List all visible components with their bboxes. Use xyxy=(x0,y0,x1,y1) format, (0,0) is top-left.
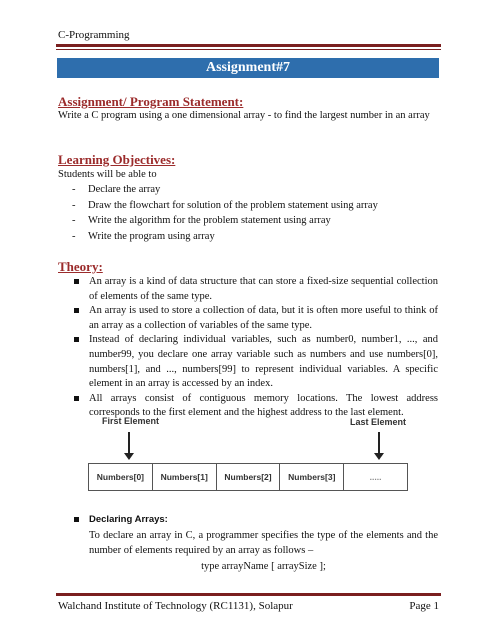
assignment-text: Write a C program using a one dimensional array - to find the largest number in an array xyxy=(58,110,430,121)
objective-item: - Draw the flowchart for solution of the problem statement using array xyxy=(72,198,378,214)
theory-item-text: All arrays consist of contiguous memory locations. The lowest address corresponds to the first element and the highest address to the last element. xyxy=(89,392,438,419)
array-cell: Numbers[3] xyxy=(280,464,344,490)
last-element-label: Last Element xyxy=(350,417,407,427)
declaring-code: type arrayName [ arraySize ]; xyxy=(201,560,326,572)
declaring-title: Declaring Arrays: xyxy=(89,514,168,525)
declaring-text: To declare an array in C, a programmer specifies the type of the elements and the number of elements required by an array as follows – xyxy=(89,529,438,556)
theory-item xyxy=(74,333,438,391)
footer-institute: Walchand Institute of Technology (RC1131), Solapur xyxy=(58,600,293,612)
header-title: C-Programming xyxy=(58,29,130,41)
header-rule-thin xyxy=(56,49,441,50)
array-diagram xyxy=(88,416,408,498)
assignment-banner: Assignment#7 xyxy=(57,58,439,78)
arrow-down-icon xyxy=(124,453,134,460)
first-element-label: First Element xyxy=(102,416,160,426)
bullet-square-icon xyxy=(74,308,79,313)
footer-page-number: Page 1 xyxy=(409,600,439,612)
footer-rule xyxy=(56,593,441,596)
array-cells xyxy=(88,463,408,491)
objectives-intro: Students will be able to xyxy=(58,169,157,180)
theory-item xyxy=(74,275,438,304)
array-cell: Numbers[1] xyxy=(153,464,217,490)
array-cell: Numbers[2] xyxy=(217,464,281,490)
array-cell: ..... xyxy=(369,472,382,482)
theory-list xyxy=(74,275,438,421)
objective-item: - Write the program using array xyxy=(72,229,378,245)
theory-item xyxy=(74,304,438,333)
objectives-list xyxy=(72,182,378,244)
theory-heading: Theory: xyxy=(58,259,103,274)
declaring-arrays-section xyxy=(74,512,438,574)
last-arrow-shaft xyxy=(378,432,380,454)
objectives-heading: Learning Objectives: xyxy=(58,152,176,167)
objective-item: - Declare the array xyxy=(72,182,378,198)
bullet-square-icon xyxy=(74,396,79,401)
header-rule-thick xyxy=(56,44,441,47)
objective-item: - Write the algorithm for the problem statement using array xyxy=(72,213,378,229)
bullet-square-icon xyxy=(74,517,79,522)
first-arrow-shaft xyxy=(128,432,130,454)
theory-item-text: Instead of declaring individual variables, such as number0, number1, ..., and number99, you declare one array variable such as numbers and use numbers[0], numbers[1], and ..., numbers[99] to represent individual variables. A specific element in an array is accessed by an index. xyxy=(89,334,438,390)
bullet-square-icon xyxy=(74,337,79,342)
arrow-down-icon xyxy=(374,453,384,460)
array-cell: Numbers[0] xyxy=(89,464,153,490)
theory-item-text: An array is a kind of data structure that can store a fixed-size sequential collection of elements of the same type. xyxy=(89,276,438,302)
theory-item-text: An array is used to store a collection of data, but it is often more useful to think of an array as a collection of variables of the same type. xyxy=(89,305,438,331)
assignment-heading: Assignment/ Program Statement: xyxy=(58,94,244,109)
bullet-square-icon xyxy=(74,279,79,284)
